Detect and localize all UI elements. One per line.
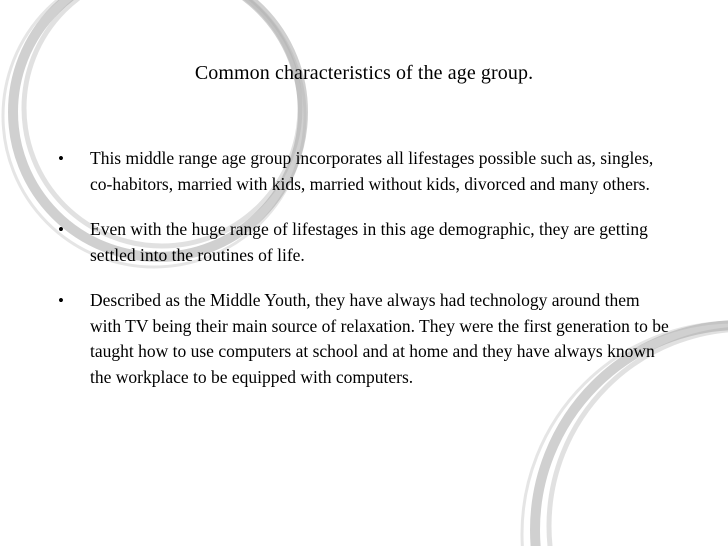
bullet-item <box>58 146 670 197</box>
bullet-dot-icon: • <box>58 291 64 310</box>
bullet-text: Described as the Middle Youth, they have always had technology around them with TV being their main source of relaxation. They were the first generation to be taught how to use computers at school and at home and they have always known the workplace to be equipped with computers. <box>90 290 669 387</box>
bullet-item <box>58 217 670 268</box>
bullet-text: This middle range age group incorporates all lifestages possible such as, singles, co-habitors, married with kids, married without kids, divorced and many others. <box>90 148 654 194</box>
bullet-list <box>58 146 670 410</box>
bullet-text: Even with the huge range of lifestages in this age demographic, they are getting settled into the routines of life. <box>90 219 648 265</box>
bullet-item <box>58 288 670 390</box>
bullet-dot-icon: • <box>58 149 64 168</box>
bullet-dot-icon: • <box>58 220 64 239</box>
slide-title: Common characteristics of the age group. <box>194 62 534 84</box>
